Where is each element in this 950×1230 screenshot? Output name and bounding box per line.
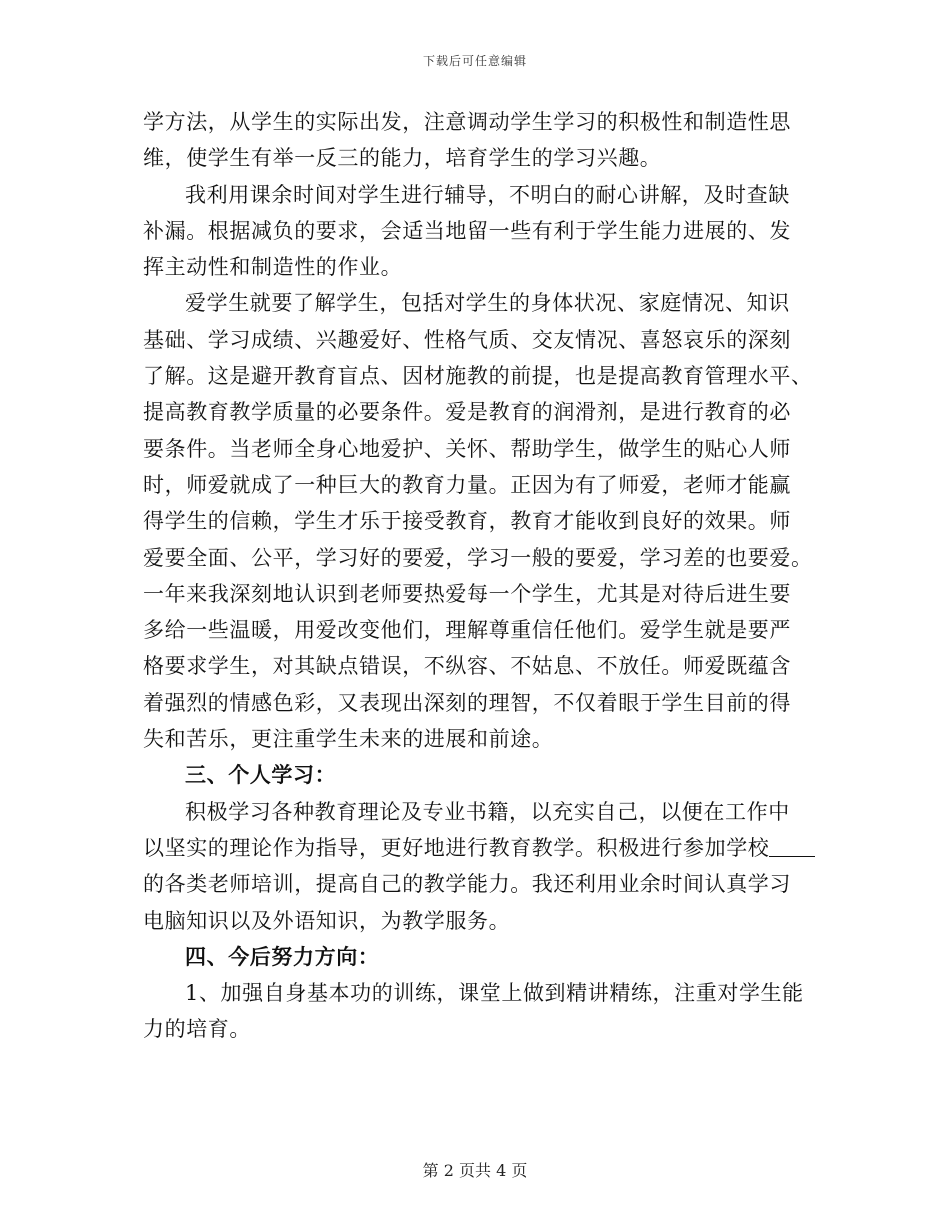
body-line: 着强烈的情感色彩，又表现出深刻的理智，不仅着眼于学生目前的得 xyxy=(143,690,791,715)
body-line: 爱要全面、公平，学习好的要爱，学习一般的要爱，学习差的也要爱。 xyxy=(143,545,813,570)
section-heading: 四、今后努力方向： xyxy=(185,943,380,969)
fill-in-blank xyxy=(769,836,815,857)
page-header: 下载后可任意编辑 xyxy=(422,54,527,68)
paragraph-start-line: 我利用课余时间对学生进行辅导，不明白的耐心讲解，及时查缺 xyxy=(185,182,790,207)
paragraph-start-line: 积极学习各种教育理论及专业书籍，以充实自己，以便在工作中 xyxy=(185,799,790,824)
body-line: 失和苦乐，更注重学生未来的进展和前途。 xyxy=(143,727,554,752)
body-line-with-blank xyxy=(143,830,808,866)
page-footer: 第 2 页共 4 页 xyxy=(422,1161,528,1180)
body-line: 一年来我深刻地认识到老师要热爱每一个学生，尤其是对待后进生要 xyxy=(143,581,791,606)
body-line: 要条件。当老师全身心地爱护、关怀、帮助学生，做学生的贴心人师 xyxy=(143,436,791,461)
body-line: 电脑知识以及外语知识，为教学服务。 xyxy=(143,908,511,933)
section-heading: 三、个人学习： xyxy=(185,762,337,788)
paragraph-start-line: 爱学生就要了解学生，包括对学生的身体状况、家庭情况、知识 xyxy=(185,291,790,316)
body-line: 维，使学生有举一反三的能力，培育学生的学习兴趣。 xyxy=(143,146,662,171)
body-line: 时，师爱就成了一种巨大的教育力量。正因为有了师爱，老师才能赢 xyxy=(143,472,791,497)
body-line: 补漏。根据减负的要求，会适当地留一些有利于学生能力进展的、发 xyxy=(143,218,791,243)
body-line: 学方法，从学生的实际出发，注意调动学生学习的积极性和制造性思 xyxy=(143,110,791,134)
body-line: 的各类老师培训，提高自己的教学能力。我还利用业余时间认真学习 xyxy=(143,872,791,897)
body-line: 力的培育。 xyxy=(143,1017,251,1042)
body-line: 挥主动性和制造性的作业。 xyxy=(143,255,403,280)
body-line: 格要求学生，对其缺点错误，不纵容、不姑息、不放任。师爱既蕴含 xyxy=(143,654,791,679)
document-body xyxy=(143,104,813,1048)
body-line: 得学生的信赖，学生才乐于接受教育，教育才能收到良好的效果。师 xyxy=(143,509,791,534)
paragraph-start-line: 1、加强自身基本功的训练，课堂上做到精讲精练，注重对学生能 xyxy=(185,981,804,1006)
body-line: 多给一些温暖，用爱改变他们，理解尊重信任他们。爱学生就是要严 xyxy=(143,618,791,643)
body-line: 基础、学习成绩、兴趣爱好、性格气质、交友情况、喜怒哀乐的深刻 xyxy=(143,327,791,352)
body-line: 了解。这是避开教育盲点、因材施教的前提，也是提高教育管理水平、 xyxy=(143,364,813,389)
body-line: 提高教育教学质量的必要条件。爱是教育的润滑剂，是进行教育的必 xyxy=(143,400,791,425)
body-line-text: 以坚实的理论作为指导，更好地进行教育教学。积极进行参加学校 xyxy=(143,835,770,860)
